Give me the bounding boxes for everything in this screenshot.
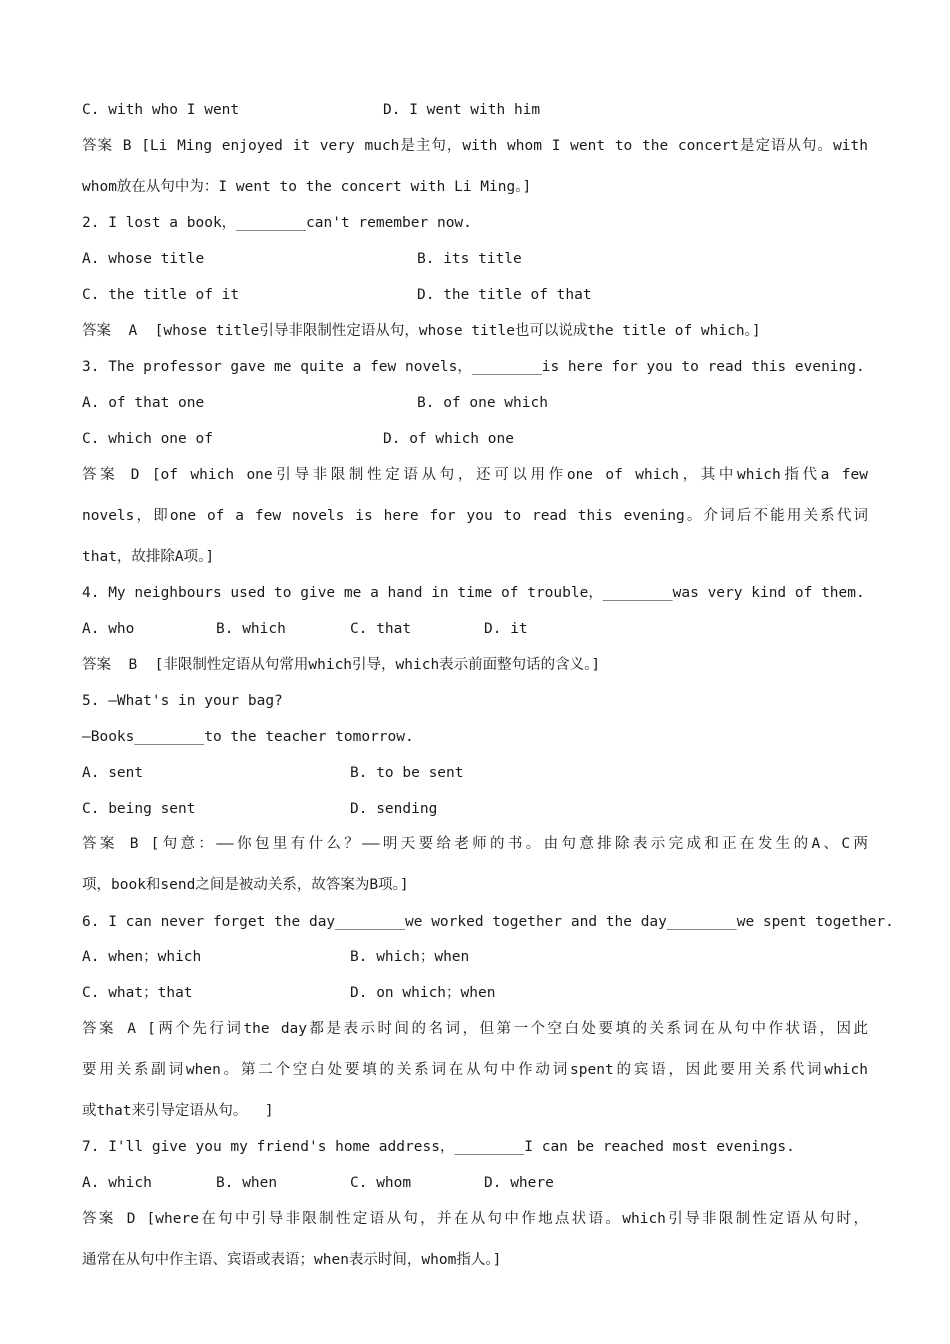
q5-option-b: B. to be sent bbox=[350, 765, 464, 781]
q7-answer-line2: 通常在从句中作主语、宾语或表语；when表示时间，whom指人。] bbox=[82, 1252, 502, 1268]
q5-answer-line2: 项，book和send之间是被动关系，故答案为B项。] bbox=[82, 877, 409, 893]
q6-answer-line1: 答案 A [两个先行词the day都是表示时间的名词，但第一个空白处要填的关系词在从句中作状语，因此 bbox=[82, 1021, 868, 1037]
q3-option-d: D. of which one bbox=[383, 431, 514, 447]
q5-option-c: C. being sent bbox=[82, 801, 196, 817]
q3-option-a: A. of that one bbox=[82, 395, 205, 411]
q4-option-b: B. which bbox=[216, 621, 286, 637]
q3-answer-line3: that，故排除A项。] bbox=[82, 549, 215, 565]
q6-option-a: A. when；which bbox=[82, 949, 202, 965]
q2-option-b: B. its title bbox=[417, 251, 522, 267]
q2-question: 2. I lost a book，________can't remember now. bbox=[82, 215, 472, 231]
q7-option-a: A. which bbox=[82, 1175, 152, 1191]
q3-option-c: C. which one of bbox=[82, 431, 213, 447]
q6-option-d: D. on which；when bbox=[350, 985, 496, 1001]
q6-answer-line2: 要用关系副词when。第二个空白处要填的关系词在从句中作动词spent的宾语，因此要用关系代词which bbox=[82, 1062, 868, 1078]
q1-answer-line1: 答案 B [Li Ming enjoyed it very much是主句，with whom I went to the concert是定语从句。with bbox=[82, 138, 868, 154]
q7-option-d: D. where bbox=[484, 1175, 554, 1191]
q4-question: 4. My neighbours used to give me a hand in time of trouble，________was very kind of them. bbox=[82, 585, 865, 601]
q6-question: 6. I can never forget the day________we worked together and the day________we spent together. bbox=[82, 914, 894, 930]
q7-answer-line1: 答案 D [where在句中引导非限制性定语从句，并在从句中作地点状语。which引导非限制性定语从句时， bbox=[82, 1211, 868, 1227]
q5-question-line2: —Books________to the teacher tomorrow. bbox=[82, 729, 414, 745]
q1-option-d: D. I went with him bbox=[383, 102, 541, 118]
q3-answer-line1: 答案 D [of which one引导非限制性定语从句，还可以用作one of which，其中which指代a few bbox=[82, 467, 868, 483]
q2-answer: 答案 A [whose title引导非限制性定语从句，whose title也可以说成the title of which。] bbox=[82, 323, 761, 339]
q7-question: 7. I'll give you my friend's home address，________I can be reached most evenings. bbox=[82, 1139, 795, 1155]
q2-option-c: C. the title of it bbox=[82, 287, 240, 303]
q6-answer-line3: 或that来引导定语从句。 ] bbox=[82, 1103, 274, 1119]
q2-option-a: A. whose title bbox=[82, 251, 205, 267]
q4-option-d: D. it bbox=[484, 621, 528, 637]
q3-option-b: B. of one which bbox=[417, 395, 548, 411]
q6-option-b: B. which；when bbox=[350, 949, 470, 965]
q7-option-c: C. whom bbox=[350, 1175, 412, 1191]
q4-answer: 答案 B [非限制性定语从句常用which引导，which表示前面整句话的含义。] bbox=[82, 657, 601, 673]
q2-option-d: D. the title of that bbox=[417, 287, 592, 303]
q5-option-d: D. sending bbox=[350, 801, 438, 817]
q3-question: 3. The professor gave me quite a few novels，________is here for you to read this evening. bbox=[82, 359, 865, 375]
q4-option-a: A. who bbox=[82, 621, 135, 637]
q4-option-c: C. that bbox=[350, 621, 412, 637]
q5-question: 5. —What's in your bag? bbox=[82, 693, 283, 709]
q6-option-c: C. what；that bbox=[82, 985, 193, 1001]
q7-option-b: B. when bbox=[216, 1175, 278, 1191]
q5-option-a: A. sent bbox=[82, 765, 144, 781]
q1-option-c: C. with who I went bbox=[82, 102, 240, 118]
q1-answer-line2: whom放在从句中为：I went to the concert with Li Ming。] bbox=[82, 179, 532, 195]
q3-answer-line2: novels，即one of a few novels is here for you to read this evening。介词后不能用关系代词 bbox=[82, 508, 868, 524]
q5-answer-line1: 答案 B [句意：——你包里有什么？——明天要给老师的书。由句意排除表示完成和正在发生的A、C两 bbox=[82, 836, 868, 852]
